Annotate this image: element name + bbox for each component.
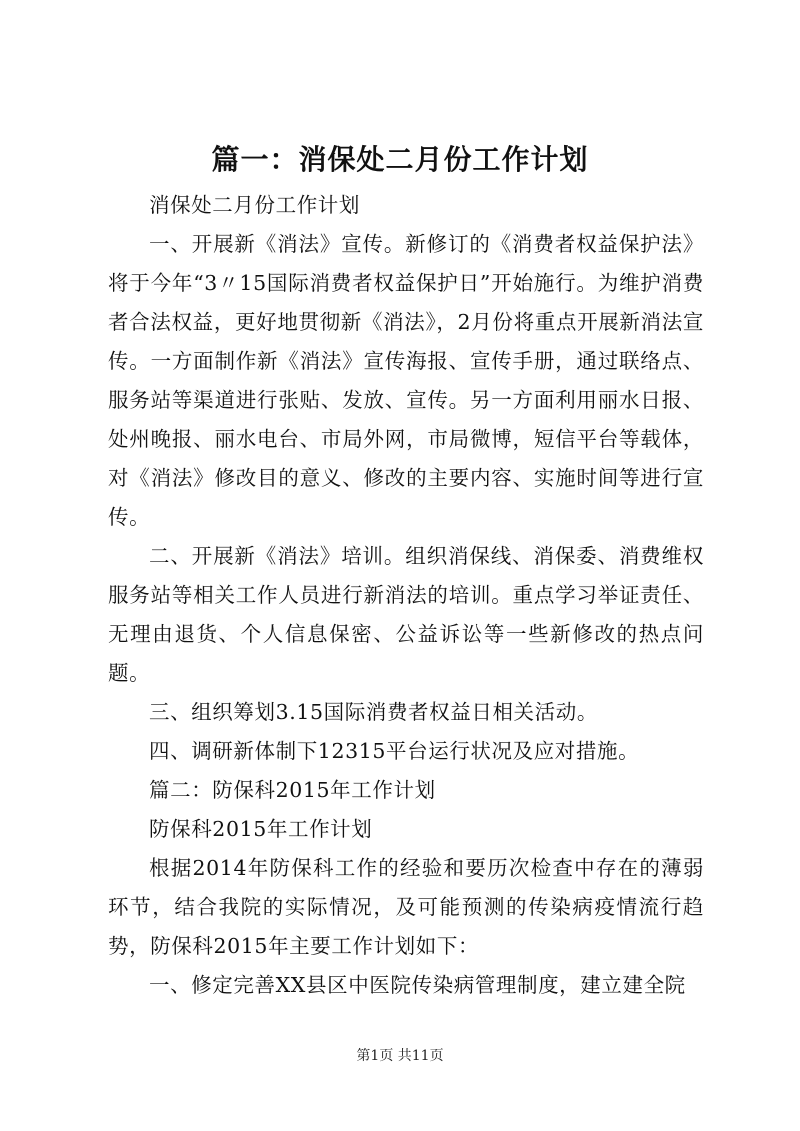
paragraph-section-2-heading: 篇二：防保科2015年工作计划 (149, 778, 436, 802)
paragraph-section-2-item-1: 一、修定完善XX县区中医院传染病管理制度，建立建全院 (149, 973, 686, 997)
paragraph-section-2-intro: 根据2014年防保科工作的经验和要历次检查中存在的薄弱环节，结合我院的实际情况，及可能预测的传染病疫情流行趋势，防保科2015年主要工作计划如下： (108, 856, 704, 958)
paragraph-item-3: 三、组织筹划3.15国际消费者权益日相关活动。 (149, 700, 598, 724)
paragraph-item-4: 四、调研新体制下12315平台运行状况及应对措施。 (149, 739, 640, 763)
document-title: 篇一：消保处二月份工作计划 (211, 143, 589, 176)
document-body (108, 186, 704, 1005)
paragraph-section-2-subtitle: 防保科2015年工作计划 (149, 817, 373, 841)
paragraph-item-1: 一、开展新《消法》宣传。新修订的《消费者权益保护法》将于今年“3〃15国际消费者权益保护日”开始施行。为维护消费者合法权益，更好地贯彻新《消法》，2月份将重点开展新消法宣传。一方面制作新《消法》宣传海报、宣传手册，通过联络点、服务站等渠道进行张贴、发放、宣传。另一方面利用丽水日报、处州晚报、丽水电台、市局外网，市局微博，短信平台等载体，对《消法》修改目的意义、修改的主要内容、实施时间等进行宣传。 (108, 232, 704, 529)
page-number: 第1页 共11页 (356, 1048, 444, 1064)
paragraph-subtitle: 消保处二月份工作计划 (149, 193, 360, 217)
paragraph-item-2: 二、开展新《消法》培训。组织消保线、消保委、消费维权服务站等相关工作人员进行新消法的培训。重点学习举证责任、无理由退货、个人信息保密、公益诉讼等一些新修改的热点问题。 (108, 544, 704, 685)
